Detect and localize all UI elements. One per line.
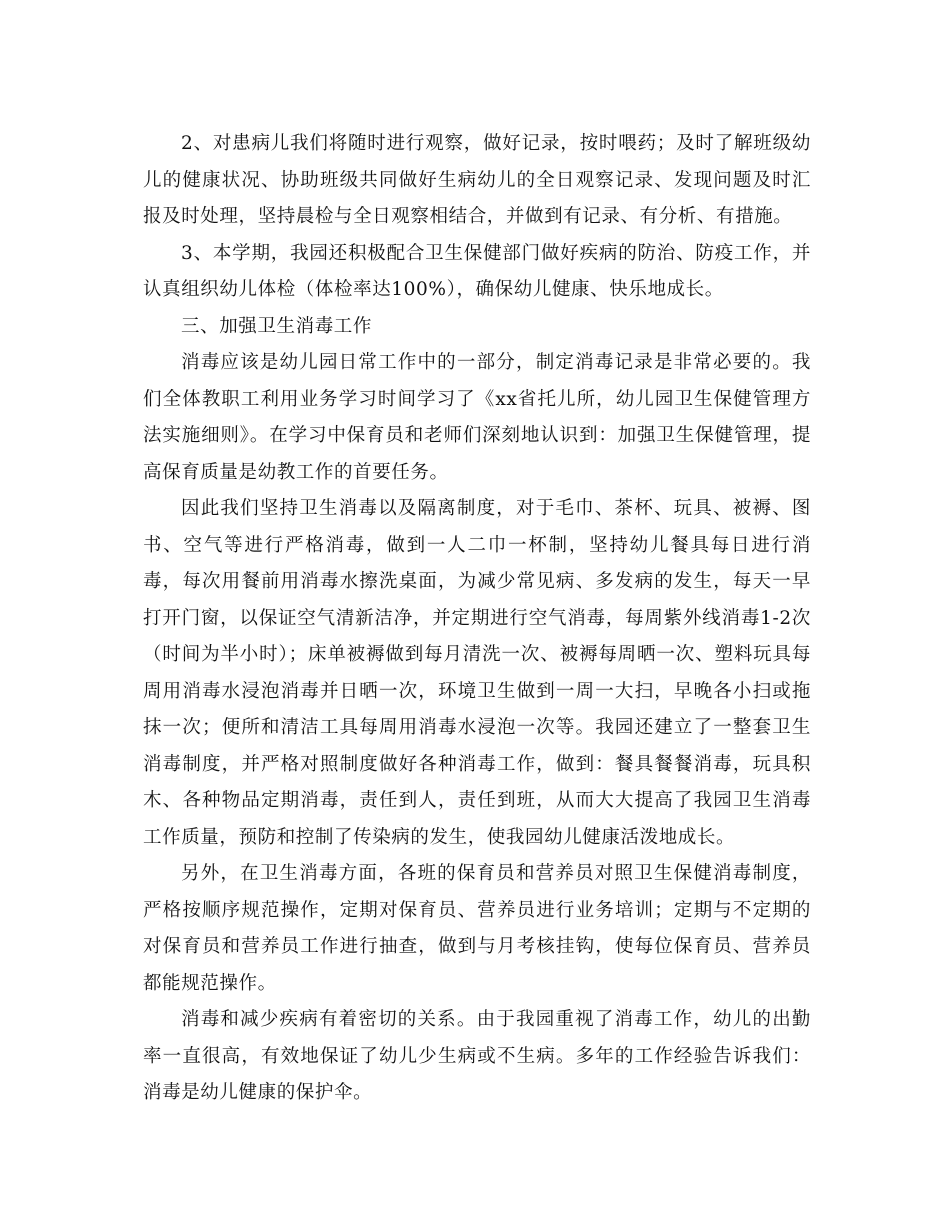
section-heading-disinfection: 三、加强卫生消毒工作 [181, 315, 373, 337]
paragraph-disinfection-measures: 因此我们坚持卫生消毒以及隔离制度，对于毛巾、茶杯、玩具、被褥、图书、空气等进行严格消毒，做到一人二巾一杯制，坚持幼儿餐具每日进行消毒，每次用餐前用消毒水擦洗桌面，为减少常见病、多发病的发生，每天一早打开门窗，以保证空气清新洁净，并定期进行空气消毒，每周紫外线消毒1-2次（时间为半小时）；床单被褥做到每月清洗一次、被褥每周晒一次、塑料玩具每周用消毒水浸泡消毒并日晒一次，环境卫生做到一周一大扫，早晚各小扫或拖抹一次；便所和清洁工具每周用消毒水浸泡一次等。我园还建立了一整套卫生消毒制度，并严格对照制度做好各种消毒工作，做到：餐具餐餐消毒，玩具积木、各种物品定期消毒，责任到人，责任到班，从而大大提高了我园卫生消毒工作质量，预防和控制了传染病的发生，使我园幼儿健康活泼地成长。 [143, 498, 811, 848]
paragraph-health-checkup: 3、本学期，我园还积极配合卫生保健部门做好疾病的防治、防疫工作，并认真组织幼儿体检（体检率达100%），确保幼儿健康、快乐地成长。 [143, 242, 811, 300]
document-body [143, 126, 811, 1112]
paragraph-staff-training: 另外，在卫生消毒方面，各班的保育员和营养员对照卫生保健消毒制度，严格按顺序规范操作，定期对保育员、营养员进行业务培训；定期与不定期的对保育员和营养员工作进行抽查，做到与月考核挂钩，使每位保育员、营养员都能规范操作。 [143, 863, 811, 994]
paragraph-disinfection-importance: 消毒应该是幼儿园日常工作中的一部分，制定消毒记录是非常必要的。我们全体教职工利用业务学习时间学习了《xx省托儿所，幼儿园卫生保健管理方法实施细则》。在学习中保育员和老师们深刻地认识到：加强卫生保健管理，提高保育质量是幼教工作的首要任务。 [143, 352, 811, 483]
paragraph-disinfection-conclusion: 消毒和减少疾病有着密切的关系。由于我园重视了消毒工作，幼儿的出勤率一直很高，有效地保证了幼儿少生病或不生病。多年的工作经验告诉我们：消毒是幼儿健康的保护伞。 [143, 1009, 811, 1103]
paragraph-sick-children-care: 2、对患病儿我们将随时进行观察，做好记录，按时喂药；及时了解班级幼儿的健康状况、协助班级共同做好生病幼儿的全日观察记录、发现问题及时汇报及时处理，坚持晨检与全日观察相结合，并做到有记录、有分析、有措施。 [143, 133, 811, 227]
